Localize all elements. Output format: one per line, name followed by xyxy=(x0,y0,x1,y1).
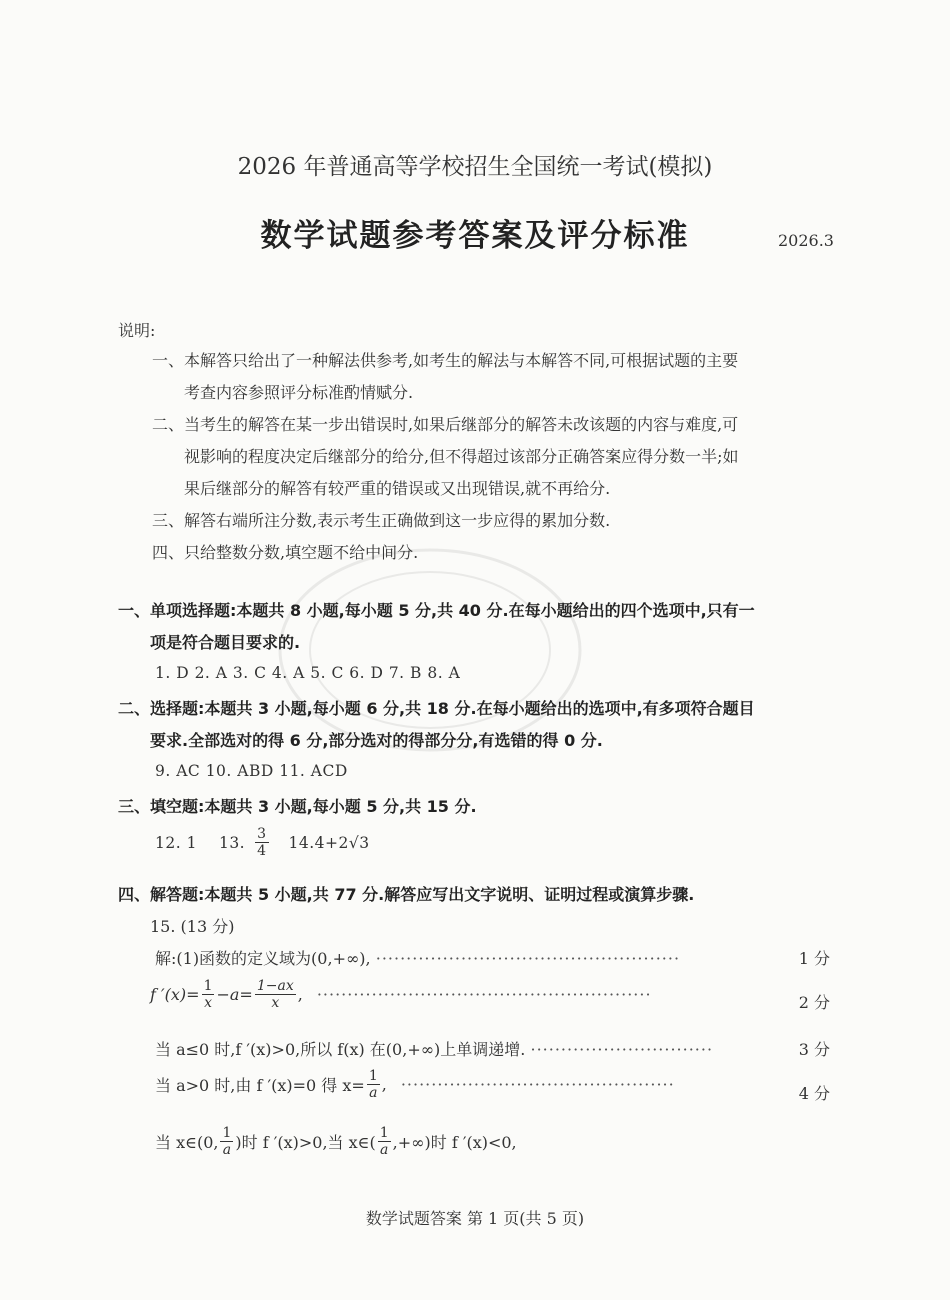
solution-step-2: f ′(x)= $\frac{1}{x}$ −a= $\frac{1-ax}{x}$ , ······················································· xyxy=(150,978,652,1012)
answer-12: 12. 1 xyxy=(155,833,197,852)
single-choice-answers: 1. D 2. A 3. C 4. A 5. C 6. D 7. B 8. A xyxy=(155,664,461,682)
note-line: 一、本解答只给出了一种解法供参考,如考生的解法与本解答不同,可根据试题的主要 xyxy=(152,351,739,370)
section-fill-blank-heading: 三、填空题:本题共 3 小题,每小题 5 分,共 15 分. xyxy=(118,797,477,816)
exam-date: 2026.3 xyxy=(778,231,834,250)
answer-13-label: 13. xyxy=(218,833,246,852)
question-15-label: 15. (13 分) xyxy=(150,917,235,936)
step-2-points: 2 分 xyxy=(798,993,830,1012)
section-multi-choice-heading: 二、选择题:本题共 3 小题,每小题 6 分,共 18 分.在每小题给出的选项中,有多项符合题目 xyxy=(118,699,755,718)
answer-14: 14.4+2√3 xyxy=(288,833,370,852)
step-1-points: 1 分 xyxy=(798,949,830,968)
note-line: 四、只给整数分数,填空题不给中间分. xyxy=(152,543,419,562)
page-title: 数学试题参考答案及评分标准 xyxy=(260,218,690,254)
solution-step-3: 当 a≤0 时,f ′(x)>0,所以 f(x) 在(0,+∞)上单调递增. ······························ xyxy=(155,1040,714,1059)
section-single-choice-heading: 一、单项选择题:本题共 8 小题,每小题 5 分,共 40 分.在每小题给出的四个选项中,只有一 xyxy=(118,601,755,620)
section-single-choice-heading-cont: 项是符合题目要求的. xyxy=(150,633,301,652)
page-footer: 数学试题答案 第 1 页(共 5 页) xyxy=(365,1209,585,1228)
note-line: 视影响的程度决定后继部分的给分,但不得超过该部分正确答案应得分数一半;如 xyxy=(184,447,739,466)
step-4-points: 4 分 xyxy=(798,1084,830,1103)
note-line: 果后继部分的解答有较严重的错误或又出现错误,就不再给分. xyxy=(184,479,611,498)
multi-choice-answers: 9. AC 10. ABD 11. ACD xyxy=(155,762,348,780)
note-line: 三、解答右端所注分数,表示考生正确做到这一步应得的累加分数. xyxy=(152,511,611,530)
solution-step-5: 当 x∈(0, $\frac{1}{a}$ )时 f ′(x)>0,当 x∈( $\frac{1}{a}$ ,+∞)时 f ′(x)<0, xyxy=(155,1125,517,1159)
notes-label: 说明: xyxy=(118,321,156,340)
fill-blank-answers xyxy=(155,826,370,859)
note-line: 二、当考生的解答在某一步出错误时,如果后继部分的解答未改该题的内容与难度,可 xyxy=(152,415,739,434)
answer-13-fraction: $\frac{3}{4}$ xyxy=(257,826,267,860)
solution-step-1: 解:(1)函数的定义域为(0,+∞), ·················································· xyxy=(155,949,681,968)
solution-step-4: 当 a>0 时,由 f ′(x)=0 得 x= $\frac{1}{a}$ , ············································· xyxy=(155,1068,675,1102)
section-multi-choice-heading-cont: 要求.全部选对的得 6 分,部分选对的得部分分,有选错的得 0 分. xyxy=(150,731,603,750)
section-solution-heading: 四、解答题:本题共 5 小题,共 77 分.解答应写出文字说明、证明过程或演算步骤. xyxy=(118,885,695,904)
note-line: 考查内容参照评分标准酌情赋分. xyxy=(184,383,414,402)
step-3-points: 3 分 xyxy=(798,1040,830,1059)
exam-subtitle: 2026 年普通高等学校招生全国统一考试(模拟) xyxy=(237,154,713,180)
